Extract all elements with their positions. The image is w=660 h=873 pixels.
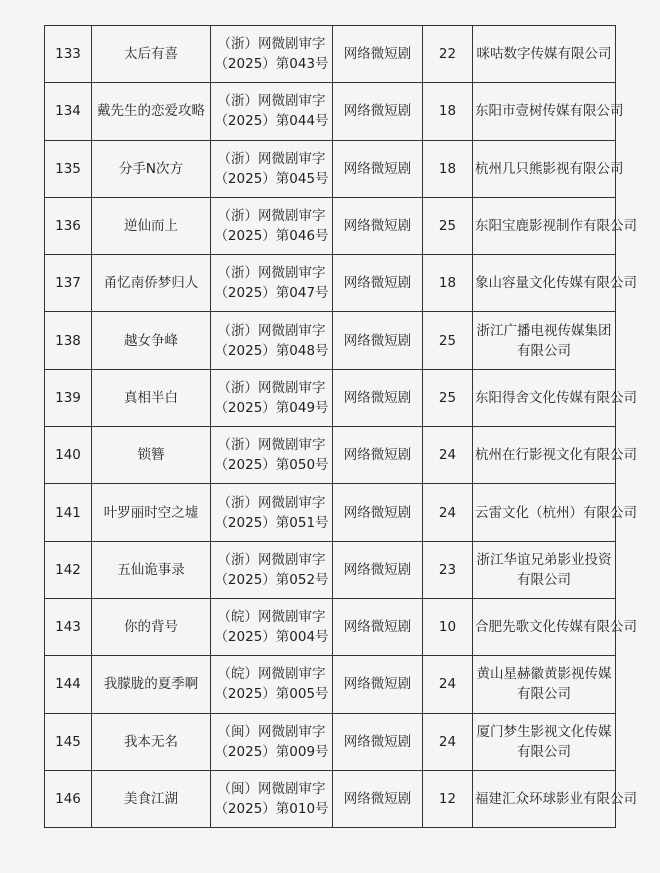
table-row — [45, 26, 616, 83]
company-line: 咪咕数字传媒有限公司 — [476, 46, 612, 63]
drama-records-table — [44, 25, 637, 828]
permit-line: （浙）网微剧审字 — [217, 265, 326, 282]
permit-line: （2025）第004号 — [214, 629, 329, 646]
episodes-cell: 25 — [423, 312, 473, 369]
company-line: 有限公司 — [517, 686, 571, 703]
type-cell: 网络微短剧 — [333, 255, 423, 312]
company-line: 有限公司 — [517, 342, 571, 359]
row-number-cell: 142 — [45, 541, 92, 598]
permit-line: （2025）第009号 — [214, 743, 329, 760]
table-row — [45, 598, 616, 655]
type-cell: 网络微短剧 — [333, 197, 423, 254]
permit-number-cell — [211, 369, 333, 426]
row-number-cell: 144 — [45, 656, 92, 713]
title-text: 我本无名 — [124, 733, 178, 750]
permit-line: （浙）网微剧审字 — [217, 208, 326, 225]
company-line: 浙江广播电视传媒集团 — [476, 322, 612, 339]
company-line: 杭州几只熊影视有限公司 — [475, 160, 624, 177]
table-row — [45, 255, 616, 312]
title-cell — [92, 197, 211, 254]
title-cell — [92, 656, 211, 713]
type-cell: 网络微短剧 — [333, 770, 423, 827]
type-cell: 网络微短剧 — [333, 26, 423, 83]
type-cell: 网络微短剧 — [333, 541, 423, 598]
title-text: 我朦胧的夏季啊 — [103, 676, 199, 693]
title-text: 你的背号 — [124, 619, 178, 636]
permit-line: （浙）网微剧审字 — [217, 551, 326, 568]
title-text: 五仙诡事录 — [117, 561, 185, 578]
company-cell — [473, 427, 637, 484]
company-cell — [473, 713, 616, 770]
episodes-cell: 10 — [423, 598, 473, 655]
company-line: 有限公司 — [517, 571, 571, 588]
permit-line: （闽）网微剧审字 — [217, 723, 326, 740]
permit-line: （浙）网微剧审字 — [217, 322, 326, 339]
type-cell: 网络微短剧 — [333, 598, 423, 655]
episodes-cell: 24 — [423, 713, 473, 770]
permit-line: （2025）第049号 — [214, 399, 329, 416]
row-number-cell: 134 — [45, 83, 92, 140]
title-text: 戴先生的恋爱攻略 — [97, 103, 205, 120]
episodes-cell: 25 — [423, 197, 473, 254]
episodes-cell: 24 — [423, 656, 473, 713]
company-cell — [473, 598, 637, 655]
permit-number-cell — [211, 598, 333, 655]
row-number-cell: 133 — [45, 26, 92, 83]
type-cell: 网络微短剧 — [333, 312, 423, 369]
type-cell: 网络微短剧 — [333, 427, 423, 484]
episodes-cell: 24 — [423, 484, 473, 541]
company-line: 象山容量文化传媒有限公司 — [475, 275, 637, 292]
company-line: 东阳宝鹿影视制作有限公司 — [475, 218, 637, 235]
row-number-cell: 145 — [45, 713, 92, 770]
company-line: 黄山星赫徽黄影视传媒 — [476, 666, 612, 683]
title-cell — [92, 484, 211, 541]
title-text: 分手N次方 — [118, 160, 184, 177]
title-cell — [92, 140, 211, 197]
row-number-cell: 138 — [45, 312, 92, 369]
permit-line: （皖）网微剧审字 — [217, 609, 326, 626]
permit-line: （浙）网微剧审字 — [217, 437, 326, 454]
company-cell — [473, 656, 616, 713]
permit-line: （2025）第005号 — [214, 686, 329, 703]
row-number-cell: 146 — [45, 770, 92, 827]
type-cell: 网络微短剧 — [333, 369, 423, 426]
title-text: 叶罗丽时空之墟 — [103, 504, 199, 521]
title-cell — [92, 598, 211, 655]
episodes-cell: 18 — [423, 255, 473, 312]
permit-line: （浙）网微剧审字 — [217, 36, 326, 53]
permit-line: （2025）第052号 — [214, 571, 329, 588]
permit-number-cell — [211, 427, 333, 484]
permit-line: （2025）第043号 — [214, 56, 329, 73]
type-cell: 网络微短剧 — [333, 656, 423, 713]
title-text: 太后有喜 — [124, 46, 178, 63]
permit-number-cell — [211, 83, 333, 140]
company-cell — [473, 369, 637, 426]
company-cell — [473, 26, 616, 83]
table-row — [45, 427, 616, 484]
permit-number-cell — [211, 770, 333, 827]
table-row — [45, 312, 616, 369]
permit-number-cell — [211, 140, 333, 197]
row-number-cell: 141 — [45, 484, 92, 541]
row-number-cell: 136 — [45, 197, 92, 254]
permit-number-cell — [211, 255, 333, 312]
company-cell — [473, 770, 637, 827]
table-row — [45, 656, 616, 713]
title-cell — [92, 369, 211, 426]
title-text: 真相半白 — [124, 389, 178, 406]
permit-line: （2025）第010号 — [214, 801, 329, 817]
title-text: 美食江湖 — [124, 791, 178, 807]
permit-line: （皖）网微剧审字 — [217, 666, 326, 683]
episodes-cell: 23 — [423, 541, 473, 598]
company-cell — [473, 541, 616, 598]
row-number-cell: 140 — [45, 427, 92, 484]
type-cell: 网络微短剧 — [333, 83, 423, 140]
row-number-cell: 139 — [45, 369, 92, 426]
permit-line: （浙）网微剧审字 — [217, 150, 326, 167]
table-row — [45, 83, 616, 140]
episodes-cell: 25 — [423, 369, 473, 426]
company-cell — [473, 140, 624, 197]
permit-number-cell — [211, 713, 333, 770]
permit-number-cell — [211, 656, 333, 713]
company-line: 东阳得舍文化传媒有限公司 — [475, 389, 637, 406]
table-row — [45, 197, 616, 254]
table-body — [45, 26, 637, 828]
permit-line: （2025）第050号 — [214, 457, 329, 474]
title-text: 甬忆南侨梦归人 — [103, 275, 199, 292]
permit-number-cell — [211, 312, 333, 369]
permit-line: （2025）第045号 — [214, 170, 329, 187]
table-row — [45, 140, 616, 197]
permit-number-cell — [211, 197, 333, 254]
episodes-cell: 24 — [423, 427, 473, 484]
title-cell — [92, 312, 211, 369]
company-line: 云雷文化（杭州）有限公司 — [475, 504, 637, 521]
company-line: 厦门梦生影视文化传媒 — [476, 723, 612, 740]
title-cell — [92, 255, 211, 312]
episodes-cell: 22 — [423, 26, 473, 83]
permit-line: （2025）第048号 — [214, 342, 329, 359]
table-row — [45, 369, 616, 426]
company-cell — [473, 83, 624, 140]
table-row — [45, 484, 616, 541]
type-cell: 网络微短剧 — [333, 484, 423, 541]
company-cell — [473, 197, 637, 254]
permit-line: （2025）第051号 — [214, 514, 329, 531]
type-cell: 网络微短剧 — [333, 140, 423, 197]
title-cell — [92, 26, 211, 83]
table-row — [45, 541, 616, 598]
permit-line: （2025）第047号 — [214, 285, 329, 302]
company-line: 合肥先歌文化传媒有限公司 — [475, 619, 637, 636]
permit-number-cell — [211, 541, 333, 598]
row-number-cell: 143 — [45, 598, 92, 655]
episodes-cell: 18 — [423, 140, 473, 197]
company-line: 浙江华谊兄弟影业投资 — [476, 551, 612, 568]
type-cell: 网络微短剧 — [333, 713, 423, 770]
permit-line: （2025）第046号 — [214, 228, 329, 245]
company-cell — [473, 312, 616, 369]
permit-line: （浙）网微剧审字 — [217, 93, 326, 110]
title-cell — [92, 427, 211, 484]
company-line: 东阳市壹树传媒有限公司 — [475, 103, 624, 120]
company-cell — [473, 484, 637, 541]
permit-line: （闽）网微剧审字 — [217, 781, 326, 797]
title-text: 越女争峰 — [124, 332, 178, 349]
title-text: 锁簪 — [137, 447, 165, 464]
table-row — [45, 770, 616, 827]
title-cell — [92, 541, 211, 598]
title-cell — [92, 83, 211, 140]
title-cell — [92, 713, 211, 770]
company-cell — [473, 255, 637, 312]
table-row — [45, 713, 616, 770]
permit-line: （2025）第044号 — [214, 113, 329, 130]
row-number-cell: 137 — [45, 255, 92, 312]
episodes-cell: 12 — [423, 770, 473, 827]
episodes-cell: 18 — [423, 83, 473, 140]
company-line: 杭州在行影视文化有限公司 — [475, 447, 637, 464]
permit-number-cell — [211, 26, 333, 83]
row-number-cell: 135 — [45, 140, 92, 197]
company-line: 福建汇众环球影业有限公司 — [475, 791, 637, 807]
company-line: 有限公司 — [517, 743, 571, 760]
permit-number-cell — [211, 484, 333, 541]
title-cell — [92, 770, 211, 827]
permit-line: （浙）网微剧审字 — [217, 494, 326, 511]
permit-line: （浙）网微剧审字 — [217, 379, 326, 396]
title-text: 逆仙而上 — [124, 218, 178, 235]
